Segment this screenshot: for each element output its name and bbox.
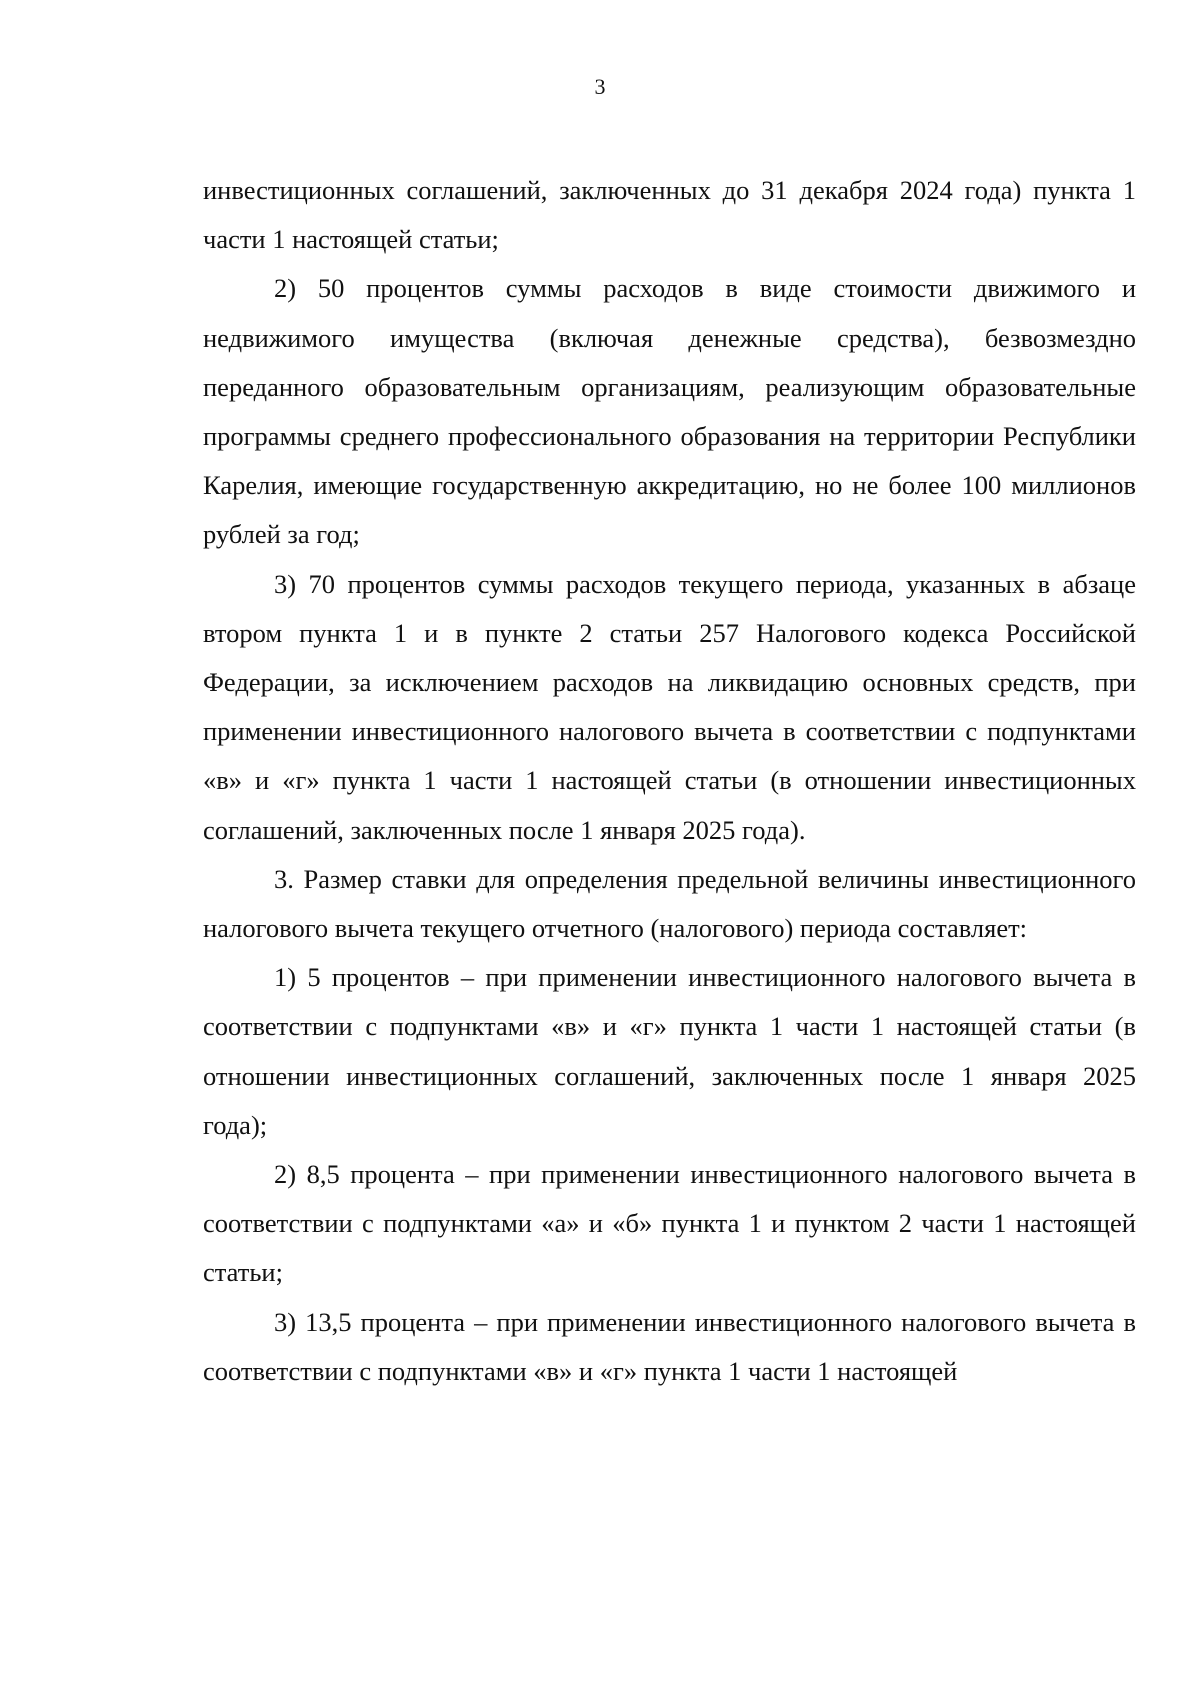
paragraph-item-3-3: 3) 13,5 процента – при применении инвестиционного налогового вычета в соответствии с подпунктами «в» и «г» пункта 1 части 1 настоящей bbox=[203, 1306, 1136, 1386]
document-body bbox=[203, 166, 1136, 1396]
page-number: 3 bbox=[594, 74, 606, 99]
paragraph-item-2-3: 3) 70 процентов суммы расходов текущего периода, указанных в абзаце втором пункта 1 и в пункте 2 статьи 257 Налогового кодекса Российской Федерации, за исключением расходов на ликвидацию основных средств, при применении инвестиционного налогового вычета в соответствии с подпунктами «в» и «г» пункта 1 части 1 настоящей статьи (в отношении инвестиционных соглашений, заключенных после 1 января 2025 года). bbox=[203, 568, 1136, 845]
paragraph-item-3-2: 2) 8,5 процента – при применении инвестиционного налогового вычета в соответствии с подпунктами «а» и «б» пункта 1 и пунктом 2 части 1 настоящей статьи; bbox=[203, 1159, 1136, 1288]
paragraph-section-3: 3. Размер ставки для определения предельной величины инвестиционного налогового вычета текущего отчетного (налогового) периода составляет: bbox=[203, 863, 1136, 944]
paragraph-continuation: инвестиционных соглашений, заключенных до 31 декабря 2024 года) пункта 1 части 1 настоящей статьи; bbox=[203, 175, 1136, 255]
paragraph-item-2-2: 2) 50 процентов суммы расходов в виде стоимости движимого и недвижимого имущества (включая денежные средства), безвозмездно переданного образовательным организациям, реализующим образовательные программы среднего профессионального образования на территории Республики Карелия, имеющие государственную аккредитацию, но не более 100 миллионов рублей за год; bbox=[203, 273, 1136, 550]
paragraph-item-3-1: 1) 5 процентов – при применении инвестиционного налогового вычета в соответствии с подпунктами «в» и «г» пункта 1 части 1 настоящей статьи (в отношении инвестиционных соглашений, заключенных после 1 января 2025 года); bbox=[203, 962, 1136, 1140]
